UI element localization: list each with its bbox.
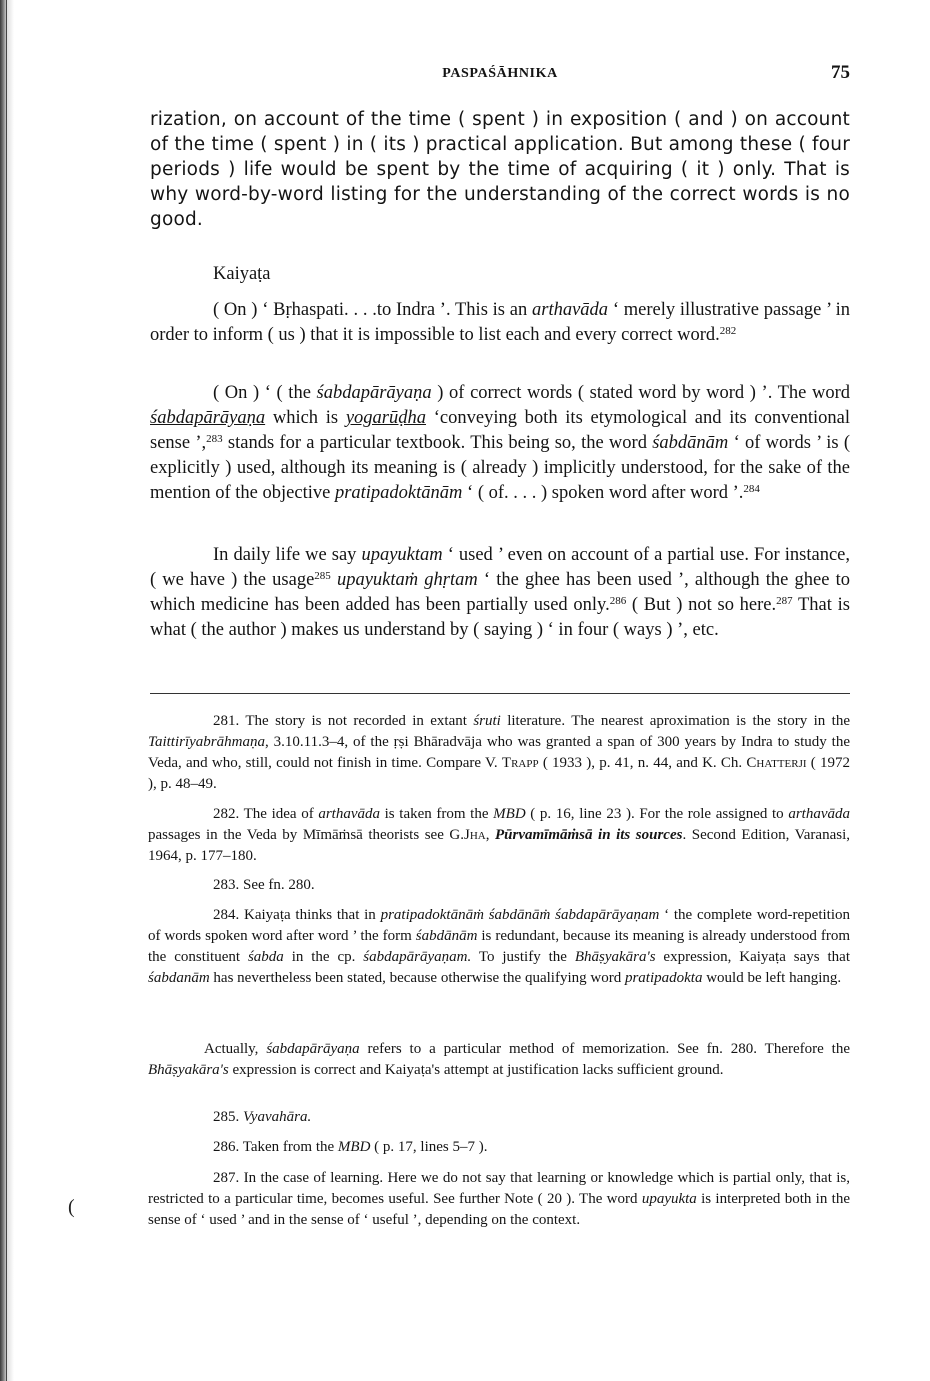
term: śabdānām: [652, 433, 729, 453]
term: upayukta: [641, 1191, 697, 1207]
term: śabdanām: [148, 970, 210, 986]
term: śabdapārāyaṇam.: [363, 949, 472, 965]
text: stands for a particular textbook. This being so, the word: [222, 433, 653, 453]
text: refers to a particular method of memorization. See fn. 280. Therefore the: [359, 1041, 850, 1057]
term: śabda: [247, 949, 284, 965]
term: śabdapārāyaṇa: [316, 383, 432, 403]
text: ‘ used ’ even on account of a partial use. For instance, ( we have ) the usage: [150, 545, 850, 590]
author-name: Chatterji: [746, 755, 807, 771]
text: That is what ( the author ) makes us understand by ( saying ) ‘ in four ( ways ) ’, etc.: [150, 595, 850, 640]
text: ‘ ( of. . . . ) spoken word after word ’.: [462, 483, 744, 503]
text: To justify the: [471, 949, 575, 965]
term: Bhāṣyakāra's: [574, 949, 656, 965]
text: is interpreted both in the sense of ‘ used ’ and in the sense of ‘ useful ’, depending on the context.: [148, 1191, 850, 1228]
text: 287. In the case of learning. Here we do not say that learning or knowledge which is partial only, that is, restricted to a particular time, becomes useful. See further Note ( 20 ). The word: [148, 1170, 850, 1207]
text: 282. The idea of: [213, 806, 319, 822]
text: ( p. 17, lines 5–7 ).: [370, 1139, 488, 1155]
text: 284. Kaiyaṭa thinks that in: [213, 907, 381, 923]
page-header: [150, 62, 850, 86]
text: Actually,: [204, 1041, 267, 1057]
margin-parenthesis-mark: (: [68, 1196, 75, 1218]
book-title: Pūrvamīmāṁsā in its sources: [495, 827, 683, 843]
term: arthavāda: [532, 300, 609, 320]
footnote-ref: 287: [776, 595, 793, 607]
text: is taken from the: [380, 806, 494, 822]
term: Taittirīyabrāhmaṇa: [148, 734, 265, 750]
term: śabdānām: [415, 928, 478, 944]
text: ( 1933 ), p. 41, n. 44, and K. Ch.: [538, 755, 747, 771]
scan-margin-line: [6, 0, 7, 1381]
text: . Second Edition, Varanasi, 1964, p. 177–180.: [148, 827, 850, 864]
text: ‘ the ghee has been used ’, although the ghee to which medicine has been added has been partially used only.: [150, 570, 851, 615]
term: MBD: [493, 806, 526, 822]
paragraph-brhaspati: [150, 298, 850, 348]
term: Vyavahāra.: [243, 1109, 312, 1125]
text: 286. Taken from the: [213, 1139, 338, 1155]
text: ,: [485, 827, 495, 843]
text: passages in the Veda by Mīmāṁsā theorists see G.: [148, 827, 464, 843]
text: ( 1972 ), p. 48–49.: [148, 755, 850, 792]
term: arthavāda: [318, 806, 380, 822]
text: ) of correct words ( stated word by word ) ’. The word: [431, 383, 850, 403]
text: ‘ of words ’ is ( explicitly ) used, although its meaning is ( already ) implicitly understood, for the sake of the mention of the objective: [150, 433, 850, 503]
author-name: Jha: [463, 827, 486, 843]
term: Bhāṣyakāra's: [148, 1062, 229, 1078]
text: in the cp.: [283, 949, 364, 965]
text: ( But ) not so here.: [626, 595, 777, 615]
paragraph-continuation: rization, on account of the time ( spent ) in exposition ( and ) on account of the time ( spent ) in ( its ) practical application. But among these ( four periods ) life would be spent by the time of acquiring ( it ) only. That is why word-by-word listing for the understanding of the correct words is no good.: [150, 109, 850, 230]
term: pratipadoktānāṁ śabdānāṁ śabdapārāyaṇam: [380, 907, 660, 923]
footnote-ref: 284: [743, 483, 760, 495]
footnote-287: [148, 1168, 850, 1231]
scan-binding-edge: [0, 0, 14, 1381]
footnote-282: [148, 804, 850, 867]
term: yogarūḍha: [345, 408, 427, 428]
footnote-284: [148, 905, 850, 989]
footnote-284-continued: [148, 1039, 850, 1081]
footnote-ref: 283: [206, 433, 223, 445]
text: has nevertheless been stated, because otherwise the qualifying word: [209, 970, 625, 986]
term: pratipadokta: [624, 970, 703, 986]
term: upayuktaṁ ghṛtam: [336, 570, 478, 590]
footnote-285: [148, 1107, 850, 1128]
text: literature. The nearest aproximation is the story in the: [500, 713, 850, 729]
text: would be left hanging.: [702, 970, 842, 986]
term: upayuktam: [361, 545, 443, 565]
running-head: PASPAŚĀHNIKA: [442, 66, 558, 81]
footnote-286: [148, 1137, 850, 1158]
text: ( On ) ‘ Bṛhaspati. . . .to Indra ’. This is an: [213, 300, 532, 320]
term: pratipadoktānām: [334, 483, 463, 503]
footnote-281: [148, 711, 850, 795]
footnote-ref: 286: [609, 595, 627, 607]
text: ‘ merely illustrative passage ’ in order to inform ( us ) that it is impossible to list each and every correct word.: [150, 300, 851, 345]
text: 285.: [213, 1109, 243, 1125]
footnote-ref: 285: [314, 570, 331, 582]
text: ( p. 16, line 23 ). For the role assigned to: [525, 806, 789, 822]
footnote-283: 283. See fn. 280.: [213, 877, 315, 893]
text: 281. The story is not recorded in extant: [213, 713, 474, 729]
text: which is: [265, 408, 346, 428]
text: expression is correct and Kaiyaṭa's attempt at justification lacks sufficient ground.: [228, 1062, 724, 1078]
paragraph-sabdaparayana: [150, 381, 850, 506]
section-heading: Kaiyaṭa: [213, 264, 271, 284]
term: śabdapārāyaṇa: [266, 1041, 360, 1057]
text: ‘conveying both its etymological and its conventional sense ’,: [150, 408, 850, 453]
text: expression, Kaiyaṭa says that: [655, 949, 850, 965]
text: In daily life we say: [213, 545, 362, 565]
text: ‘ the complete word-repetition of words spoken word after word ’ the form: [148, 907, 850, 944]
footnote-ref: 282: [719, 325, 737, 337]
author-name: Trapp: [501, 755, 539, 771]
paragraph-upayuktam: [150, 543, 850, 643]
text: is redundant, because its meaning is already understood from the constituent: [148, 928, 850, 965]
footnote-divider: [150, 693, 850, 694]
term: śruti: [473, 713, 501, 729]
term: MBD: [337, 1139, 371, 1155]
term: śabdapārāyaṇa: [150, 408, 266, 428]
text: ( On ) ‘ ( the: [213, 383, 317, 403]
term: arthavāda: [788, 806, 850, 822]
text: , 3.10.11.3–4, of the ṛṣi Bhāradvāja who was granted a span of 300 years by Indra to study the Veda, and who, still, could not finish in time. Compare V.: [148, 734, 850, 771]
page-number: 75: [831, 62, 850, 83]
